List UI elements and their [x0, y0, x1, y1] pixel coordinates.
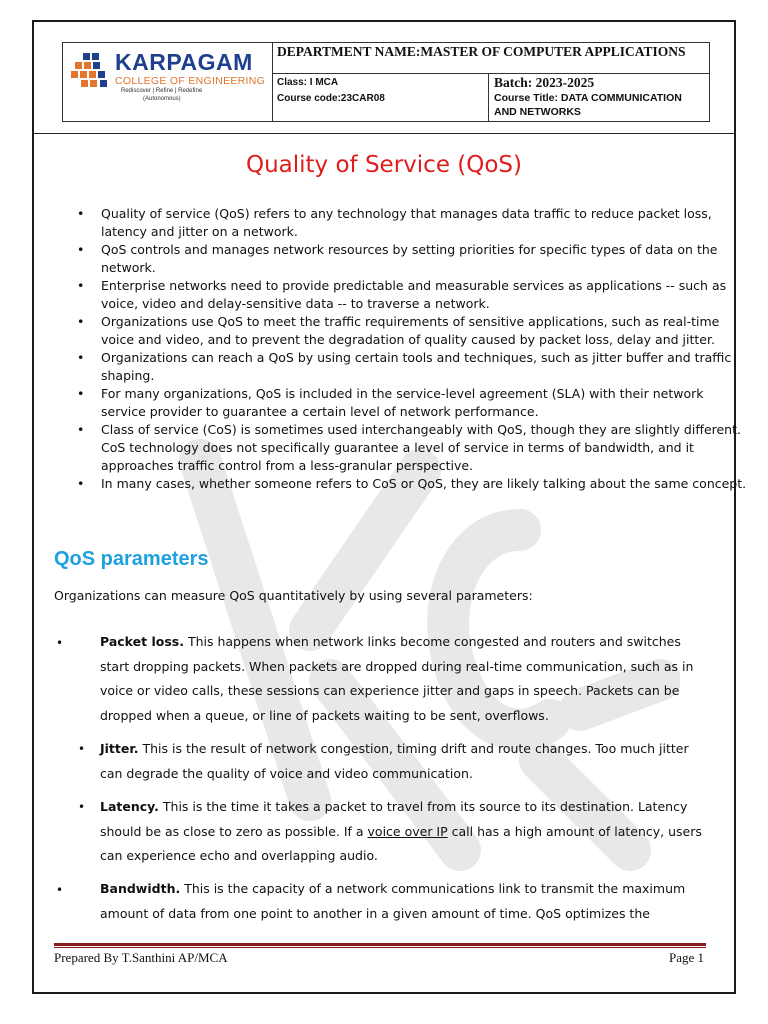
list-item: • Class of service (CoS) is sometimes used interchangeably with QoS, though they are slightly different. CoS technology does not specifically guarantee a level of service in terms of bandwidth, and it approaches traffic control from a less-granular perspective. — [101, 421, 749, 475]
param-text: This is the time it takes a packet to travel from its source to its destination. Latency should be as close to zero as possible. If a — [100, 799, 688, 839]
page-number: Page 1 — [668, 950, 704, 965]
class-label: Class: I MCA — [277, 77, 339, 88]
bullet-dot: • — [56, 883, 64, 897]
param-term: Latency. — [100, 799, 159, 814]
course-code: Course code:23CAR08 — [277, 93, 385, 104]
karpagam-logo-icon — [71, 53, 111, 87]
param-text: This is the capacity of a network communications link to transmit the maximum amount of data from one point to another in a given amount of time. QoS optimizes the — [100, 881, 686, 921]
page-title: Quality of Service (QoS) — [245, 152, 522, 178]
batch-info — [490, 74, 709, 121]
department-name: DEPARTMENT NAME:MASTER OF COMPUTER APPLICATIONS — [273, 43, 709, 74]
college-tagline: Rediscover | Refine | Redefine — [121, 88, 203, 94]
course-title: Course Title: DATA COMMUNICATION AND NETWORKS — [494, 92, 682, 118]
voice-over-ip-link[interactable]: voice over IP — [367, 823, 448, 839]
list-item: • Organizations use QoS to meet the traffic requirements of sensitive applications, such as real-time voice and video, and to prevent the degradation of quality caused by packet loss, delay and jitter. — [101, 313, 749, 349]
param-text: This is the result of network congestion, timing drift and route changes. Too much jitter can degrade the quality of voice and video communication. — [100, 741, 689, 781]
college-subtitle: COLLEGE OF ENGINEERING — [115, 75, 266, 87]
param-bandwidth — [100, 877, 712, 926]
list-item: • Enterprise networks need to provide predictable and measurable services as applications -- such as voice, video and delay-sensitive data -- to traverse a network. — [101, 277, 749, 313]
prepared-by: Prepared By T.Santhini AP/MCA — [54, 950, 228, 965]
param-latency — [100, 795, 712, 869]
section-heading: QoS parameters — [54, 548, 209, 570]
header-table — [62, 42, 710, 122]
footer-rule — [54, 943, 706, 946]
param-text: This happens when network links become congested and routers and switches start dropping packets. When packets are dropped during real-time communication, such as in voice or video calls, these sessions can experience jitter and gaps in speech. Packets can be dropped when a queue, or line of packets waiting to be sent, overflows. — [100, 634, 694, 723]
param-packet-loss — [100, 630, 712, 728]
list-item: • For many organizations, QoS is included in the service-level agreement (SLA) with their network service provider to guarantee a certain level of network performance. — [101, 385, 749, 421]
param-term: Jitter. — [100, 741, 139, 756]
batch-label: Batch: 2023-2025 — [494, 75, 595, 90]
list-item: • QoS controls and manages network resources by setting priorities for specific types of data on the network. — [101, 241, 749, 277]
section-intro: Organizations can measure QoS quantitatively by using several parameters: — [54, 588, 533, 603]
bullet-dot: • — [56, 636, 64, 650]
footer-rule — [54, 947, 706, 948]
list-item: • Quality of service (QoS) refers to any technology that manages data traffic to reduce packet loss, latency and jitter on a network. — [101, 205, 749, 241]
class-info — [273, 74, 489, 121]
param-text: call has a high amount of latency, users can experience echo and overlapping audio. — [100, 823, 702, 863]
param-term: Packet loss. — [100, 634, 184, 649]
list-item: • In many cases, whether someone refers to CoS or QoS, they are likely talking about the same concept. — [101, 475, 749, 493]
list-item: • Organizations can reach a QoS by using certain tools and techniques, such as jitter buffer and traffic shaping. — [101, 349, 749, 385]
header-separator — [33, 133, 735, 134]
bullet-dot: • — [78, 742, 86, 756]
param-term: Bandwidth. — [100, 881, 181, 896]
bullet-dot: • — [78, 800, 86, 814]
college-status: (Autonomous) — [143, 96, 181, 102]
param-jitter — [100, 737, 712, 786]
college-name: KARPAGAM — [115, 49, 253, 75]
qos-bullet-list — [62, 205, 749, 493]
logo-cell — [63, 43, 273, 121]
